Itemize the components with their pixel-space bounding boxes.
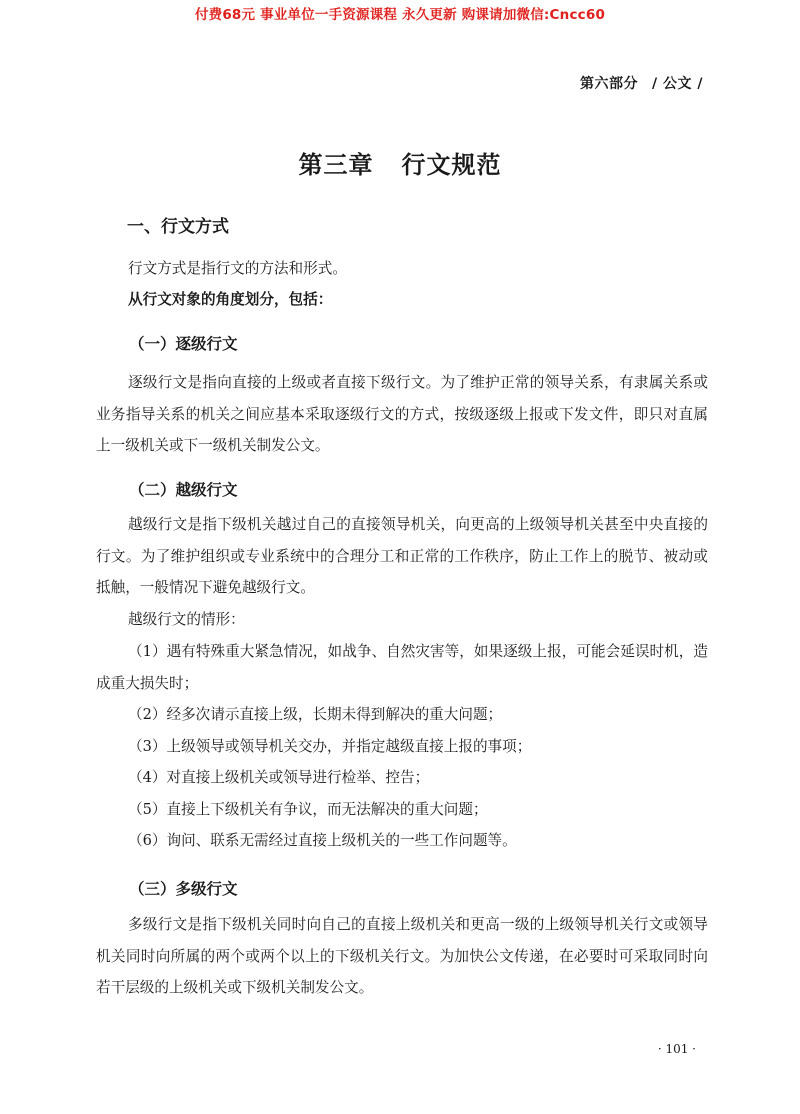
chapter-number: 第三章 xyxy=(298,150,374,179)
list-item: （3）上级领导或领导机关交办，并指定越级直接上报的事项； xyxy=(128,738,532,755)
list-item: （2）经多次请示直接上级，长期未得到解决的重大问题； xyxy=(128,706,503,723)
subsection-heading: （一）逐级行文 xyxy=(129,334,238,353)
list-item: （6）询问、联系无需经过直接上级机关的一些工作问题等。 xyxy=(128,832,517,849)
list-item: （1）遇有特殊重大紧急情况，如战争、自然灾害等，如果逐级上报，可能会延误时机，造成重大损失时； xyxy=(96,643,708,692)
chapter-title xyxy=(0,145,800,180)
section-intro: 行文方式是指行文的方法和形式。 xyxy=(128,260,347,277)
paragraph: 越级行文是指下级机关越过自己的直接领导机关，向更高的上级领导机关甚至中央直接的行文。为了维护组织或专业系统中的合理分工和正常的工作秩序，防止工作上的脱节、被动或抵触，一般情况下避免越级行文。 xyxy=(96,516,708,597)
subsection-heading: （三）多级行文 xyxy=(129,879,238,898)
paragraph: 逐级行文是指向直接的上级或者直接下级行文。为了维护正常的领导关系，有隶属关系或业务指导关系的机关之间应基本采取逐级行文的方式，按级逐级上报或下发文件，即只对直属上一级机关或下一级机关制发公文。 xyxy=(96,374,708,455)
subsection-heading: （二）越级行文 xyxy=(129,480,238,499)
running-head xyxy=(580,73,703,93)
running-head-section: / 公文 / xyxy=(652,76,703,92)
page-number: · 101 · xyxy=(657,1042,696,1056)
list-item: （5）直接上下级机关有争议，而无法解决的重大问题； xyxy=(128,801,488,818)
section-heading: 一、行文方式 xyxy=(127,217,229,237)
cases-intro: 越级行文的情形： xyxy=(128,611,245,628)
section-division: 从行文对象的角度划分，包括： xyxy=(128,291,333,308)
paragraph: 多级行文是指下级机关同时向自己的直接上级机关和更高一级的上级领导机关行文或领导机关同时向所属的两个或两个以上的下级机关行文。为加快公文传递，在必要时可采取同时向若干层级的上级机关或下级机关制发公文。 xyxy=(96,916,708,997)
running-head-part: 第六部分 xyxy=(580,76,639,92)
promo-banner: 付费68元 事业单位一手资源课程 永久更新 购课请加微信:Cncc60 xyxy=(194,7,606,23)
chapter-name: 行文规范 xyxy=(401,150,502,179)
list-item: （4）对直接上级机关或领导进行检举、控告； xyxy=(128,769,430,786)
